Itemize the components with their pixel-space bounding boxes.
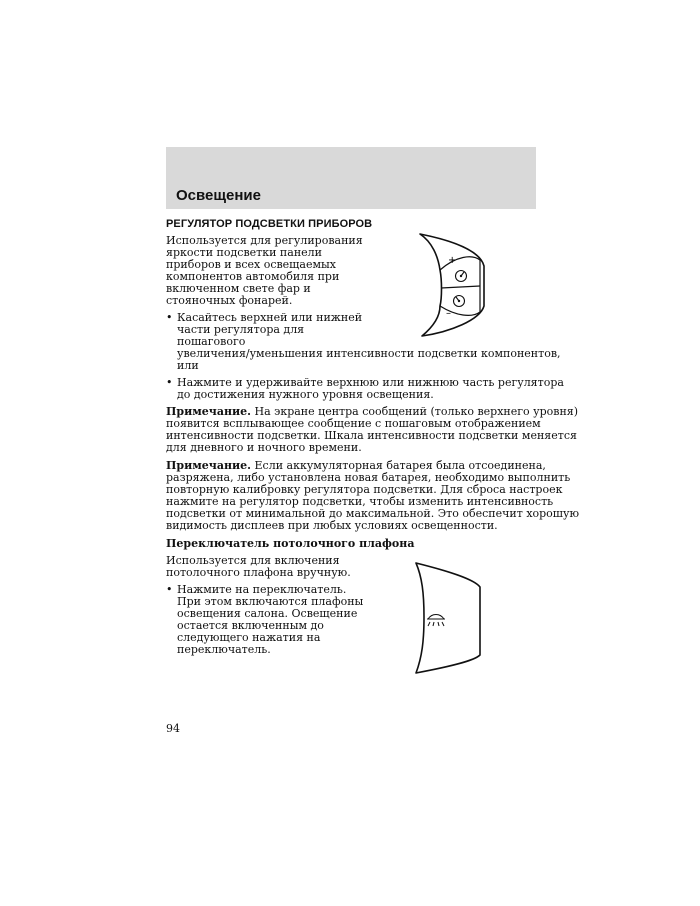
bullet-line: освещения салона. Освещение	[177, 607, 358, 620]
bullet-line: пошагового	[177, 335, 246, 348]
note-text: Если аккумуляторная батарея была отсоединена,	[251, 459, 546, 472]
note-line: видимость дисплеев при любых условиях освещенности.	[166, 519, 498, 532]
note-line: нажмите на регулятор подсветки, чтобы изменить интенсивность	[166, 495, 554, 508]
note-line: повторную калибровку регулятора подсветки. Для сброса настроек	[166, 483, 563, 496]
note-line: для дневного и ночного времени.	[166, 441, 362, 454]
instrument-dimmer-heading: РЕГУЛЯТОР ПОДСВЕТКИ ПРИБОРОВ	[166, 218, 373, 230]
intro-line: яркости подсветки панели	[166, 246, 322, 259]
bullet-dot: •	[166, 583, 173, 596]
note-label: Примечание.	[166, 405, 252, 418]
intro-line: включенном свете фар и	[166, 282, 311, 295]
note-label: Примечание.	[166, 459, 252, 472]
note-line: разряжена, либо установлена новая батарея, необходимо выполнить	[166, 471, 571, 484]
intro-line: Используется для регулирования	[166, 234, 363, 247]
note-line: подсветки от минимальной до максимальной. Это обеспечит хорошую	[166, 507, 580, 520]
page-number: 94	[166, 722, 180, 735]
bullet-line: При этом включаются плафоны	[177, 595, 364, 608]
bullet-line: Нажмите и удерживайте верхнюю или нижнюю часть регулятора	[177, 376, 564, 389]
dimmer-split-line	[441, 286, 480, 288]
note-line: интенсивности подсветки. Шкала интенсивности подсветки меняется	[166, 429, 577, 442]
intro-line: приборов и всех освещаемых	[166, 258, 336, 271]
bullet-line: или	[177, 359, 199, 372]
intro-line: стояночных фонарей.	[166, 294, 293, 307]
bullet-line: увеличения/уменьшения интенсивности подсветки компонентов,	[177, 347, 561, 360]
dome-lamp-switch-illustration	[408, 557, 488, 675]
minus-label: –	[446, 308, 451, 319]
bullet-line: Касайтесь верхней или нижней	[177, 311, 363, 324]
dimmer-switch-illustration	[410, 230, 490, 338]
note-line: появится всплывающее сообщение с пошаговым отображением	[166, 417, 541, 430]
brightness-down-icon	[454, 296, 465, 307]
bullet-line: части регулятора для	[177, 323, 305, 336]
dome-switch-housing-outline	[416, 563, 480, 673]
note-text: На экране центра сообщений (только верхнего уровня)	[251, 405, 579, 418]
bullet-line: переключатель.	[177, 643, 271, 656]
bullet-line: до достижения нужного уровня освещения.	[177, 388, 434, 401]
bullet-dot: •	[166, 311, 173, 324]
bullet-line: остается включенным до	[177, 619, 324, 632]
dimmer-housing-outline	[420, 234, 484, 336]
brightness-up-icon	[456, 271, 467, 282]
intro-line: потолочного плафона вручную.	[166, 566, 351, 579]
dome-lamp-icon	[427, 615, 445, 627]
plus-label: +	[448, 255, 457, 266]
bullet-dot: •	[166, 376, 173, 389]
dome-switch-heading: Переключатель потолочного плафона	[166, 537, 415, 550]
intro-line: компонентов автомобиля при	[166, 270, 340, 283]
intro-line: Используется для включения	[166, 554, 340, 567]
bullet-line: Нажмите на переключатель.	[177, 583, 347, 596]
section-title: Освещение	[176, 187, 261, 204]
bullet-line: следующего нажатия на	[177, 631, 321, 644]
